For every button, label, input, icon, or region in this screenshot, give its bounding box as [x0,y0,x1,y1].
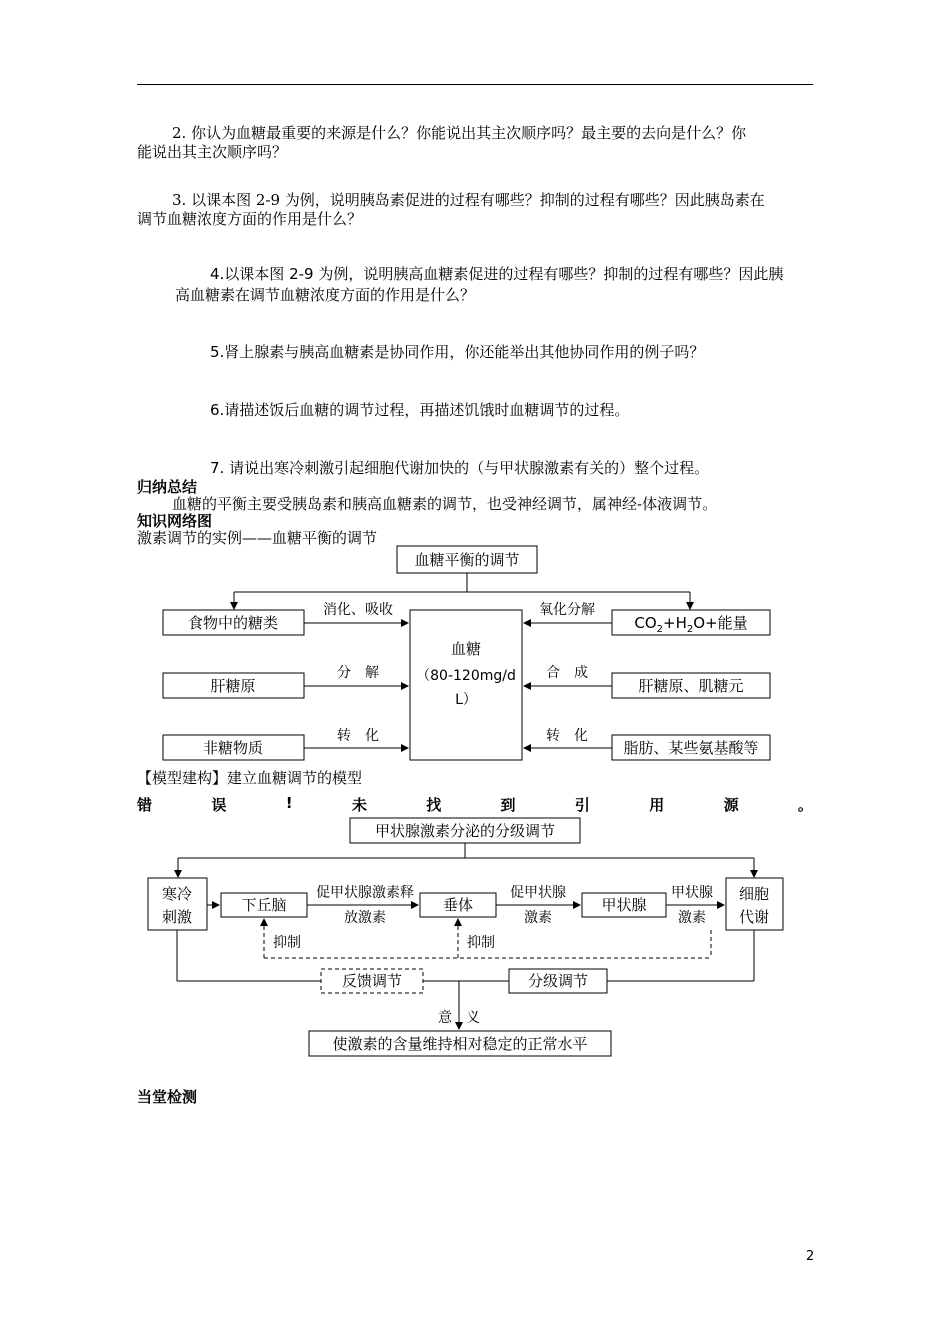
glucose-center-line1: 血糖 [450,640,482,658]
cell-line1: 细胞 [738,885,770,903]
hypothalamus-label: 下丘脑 [241,896,287,914]
model-heading-text: 建立血糖调节的模型 [227,769,363,787]
model-heading [137,768,362,788]
right-label-oxidize: 氧化分解 [539,602,595,618]
right-box-fat-label: 脂肪、某些氨基酸等 [623,739,759,757]
question-3-line1: 3. 以课本图 2-9 为例，说明胰岛素促进的过程有哪些？抑制的过程有哪些？因此胰岛素在 [172,191,765,209]
right-box-glycogen-label: 肝糖原、肌糖元 [638,677,744,695]
left-label-decompose: 分 解 [337,665,379,681]
right-label-synthesize: 合 成 [546,665,588,681]
cold-line1: 寒冷 [161,885,193,903]
error-char: 未 [351,796,367,814]
trh-line1: 促甲状腺激素释 [316,885,414,901]
result-label: 使激素的含量维持相对稳定的正常水平 [332,1035,588,1053]
left-label-digest: 消化、吸收 [323,602,393,618]
thyroid-label: 甲状腺 [601,896,647,914]
error-char: ! [285,794,293,812]
left-box-food-label: 食物中的糖类 [187,614,279,632]
thyroid-diagram [0,810,950,1070]
tsh-line1: 促甲状腺 [510,885,566,901]
error-char: 。 [797,796,813,814]
th-line1: 甲状腺 [671,885,713,901]
pituitary-label: 垂体 [442,896,474,914]
left-box-liver-glycogen-label: 肝糖原 [210,677,256,695]
page-number: 2 [806,1249,815,1264]
th-line2: 激素 [678,910,706,926]
inhibit-label-1: 抑制 [273,935,301,951]
glucose-center-line3: L） [455,692,477,708]
thyroid-title: 甲状腺激素分泌的分级调节 [374,822,556,840]
error-char: 误 [211,796,227,814]
question-5: 5.肾上腺素与胰高血糖素是协同作用，你还能举出其他协同作用的例子吗？ [210,343,705,361]
glucose-center-box [410,610,522,760]
error-char: 引 [574,796,590,814]
glucose-center-line2: （80-120mg/d [416,668,516,684]
model-heading-bracket: 【模型建构】 [137,769,228,787]
network-heading: 知识网络图 [137,512,213,530]
question-4-line1: 4.以课本图 2-9 为例，说明胰高血糖素促进的过程有哪些？抑制的过程有哪些？因此胰 [210,265,784,283]
glucose-title: 血糖平衡的调节 [414,551,520,569]
question-4-line2: 高血糖素在调节血糖浓度方面的作用是什么？ [175,286,476,304]
left-label-convert: 转 化 [337,728,379,744]
tsh-line2: 激素 [524,910,552,926]
error-char: 用 [649,796,665,814]
question-7: 7. 请说出寒冷刺激引起细胞代谢加快的（与甲状腺激素有关的）整个过程。 [210,459,710,477]
right-label-convert: 转 化 [546,728,588,744]
cold-line2: 刺激 [161,908,193,926]
meaning-label: 意 义 [438,1010,480,1026]
check-heading: 当堂检测 [137,1088,198,1106]
cell-line2: 代谢 [738,908,770,926]
summary-text: 血糖的平衡主要受胰岛素和胰高血糖素的调节，也受神经调节，属神经-体液调节。 [172,495,718,513]
network-subtitle: 激素调节的实例——血糖平衡的调节 [137,529,378,547]
summary-heading: 归纳总结 [137,478,198,496]
question-6: 6.请描述饭后血糖的调节过程，再描述饥饿时血糖调节的过程。 [210,401,630,419]
inhibit-label-2: 抑制 [467,935,495,951]
right-box-co2-label: $CO_2+H_2O+$能量 [634,614,748,635]
left-box-non-sugar-label: 非糖物质 [202,739,264,757]
feedback-label: 反馈调节 [341,972,403,990]
error-char: 源 [723,796,739,814]
error-char: 到 [500,796,516,814]
error-char: 错 [137,796,153,814]
question-3-line2: 调节血糖浓度方面的作用是什么？ [137,210,363,228]
question-2-line2: 能说出其主次顺序吗？ [137,143,288,161]
question-2-line1: 2. 你认为血糖最重要的来源是什么？你能说出其主次顺序吗？最主要的去向是什么？你 [172,124,747,142]
hierarchical-label: 分级调节 [527,972,589,990]
error-char: 找 [426,796,442,814]
trh-line2: 放激素 [344,910,386,926]
